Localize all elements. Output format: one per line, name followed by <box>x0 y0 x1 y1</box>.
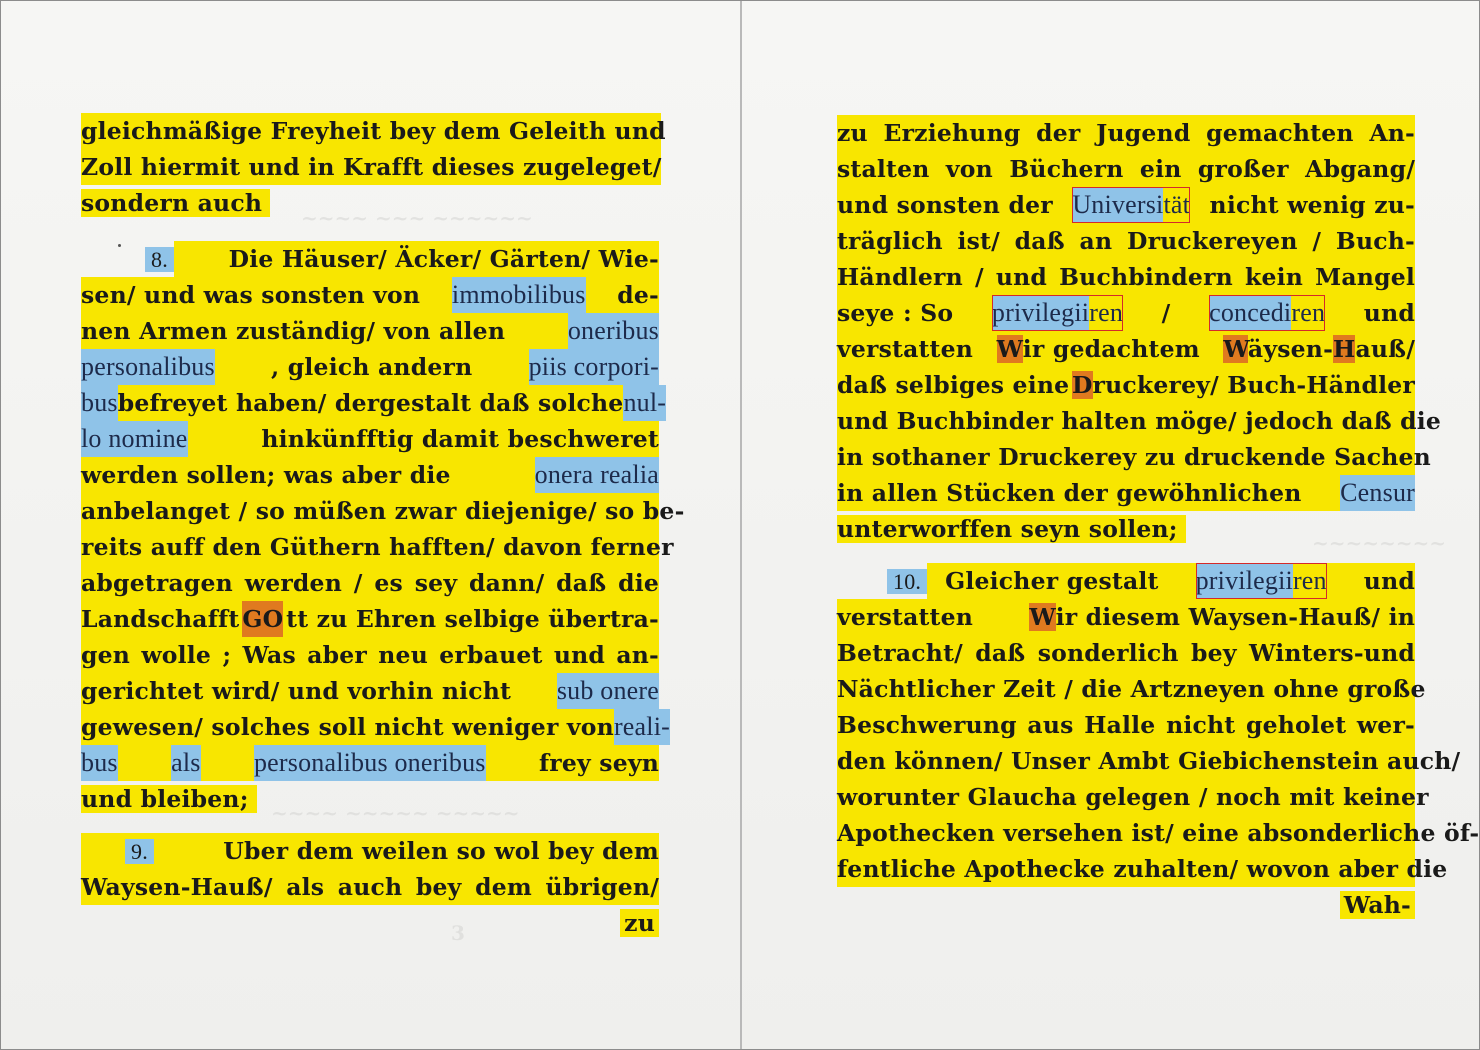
latin-term: bus <box>81 745 118 781</box>
text-line: abgetragen werden / es sey dann/ daß die <box>81 569 659 597</box>
german-text: verstatten <box>837 335 974 363</box>
initial-highlight: W <box>1223 335 1248 363</box>
latin-term: bus <box>81 385 118 421</box>
text-line: in sothaner Druckerey zu druckende Sachen <box>837 443 1431 471</box>
paragraph-9 <box>81 833 659 941</box>
german-text: nicht wenig zu- <box>1209 191 1415 219</box>
german-text: ir diesem Waysen-Hauß/ in <box>1055 603 1415 631</box>
paragraph-continuation <box>837 115 1442 547</box>
text-line: sondern auch <box>81 189 270 217</box>
right-page <box>742 1 1479 1049</box>
paragraph-number: 10. <box>887 569 927 594</box>
initial-highlight: W <box>996 335 1023 363</box>
text-line: und Buchbinder halten möge/ jedoch daß die <box>837 407 1442 435</box>
paragraph-number: 9. <box>125 839 154 864</box>
text-line: Nächtlicher Zeit / die Artzneyen ohne große <box>837 675 1426 703</box>
german-suffix: ren <box>1291 295 1325 331</box>
german-text: , gleich andern <box>271 353 473 381</box>
german-text: gerichtet wird/ und vorhin nicht <box>81 677 512 705</box>
latin-stem: Universi <box>1072 187 1163 223</box>
latin-term: piis corpori- <box>529 349 659 385</box>
latin-term: sub onere <box>557 673 659 709</box>
german-text: frey seyn <box>539 749 659 777</box>
latin-term: personalibus oneribus <box>254 745 486 781</box>
latin-stem: concedi <box>1209 295 1291 331</box>
initial-highlight: D <box>1071 371 1093 399</box>
latin-term: nul- <box>623 385 666 421</box>
text-line: träglich ist/ daß an Druckereyen / Buch- <box>837 227 1415 255</box>
latin-term: immobilibus <box>452 277 586 313</box>
catchword: zu <box>620 909 659 937</box>
german-text: / <box>1161 299 1171 327</box>
paragraph-continuation <box>81 113 666 221</box>
text-line: zu Erziehung der Jugend gemachten An- <box>837 119 1415 147</box>
german-text: und <box>1363 567 1415 595</box>
text-line: Zoll hiermit und in Krafft dieses zugeleget/ <box>81 149 661 185</box>
text-line: Die Häuser/ Äcker/ Gärten/ Wie- <box>174 241 659 277</box>
german-text: in allen Stücken der gewöhnlichen <box>837 479 1302 507</box>
german-suffix: ren <box>1089 295 1123 331</box>
bleed-through-text: ~~~~~~~~ <box>1312 531 1447 555</box>
page-number-ghost: 3 <box>451 921 465 945</box>
german-text: daß selbiges eine <box>837 371 1070 399</box>
text-line: und bleiben; <box>81 785 257 813</box>
german-text: befreyet haben/ dergestalt daß solche <box>117 389 624 417</box>
german-text: auß/ <box>1355 335 1415 363</box>
text-line: Apothecken versehen ist/ eine absonderliche öf- <box>837 819 1480 847</box>
text-line: fentliche Apothecke zuhalten/ wovon aber die <box>837 855 1448 883</box>
bleed-through-text: ~~~~ ~~~~~ ~~~~~ <box>271 801 520 825</box>
latin-term: Censur <box>1340 475 1415 511</box>
initial-highlight: GO <box>242 601 283 637</box>
german-text: werden sollen; was aber die <box>81 461 451 489</box>
text-line: gen wolle ; Was aber neu erbauet und an- <box>81 641 659 669</box>
catchword: Wah- <box>1340 891 1415 919</box>
text-line: den können/ Unser Ambt Giebichenstein auch/ <box>837 747 1461 775</box>
paragraph-10 <box>837 563 1480 923</box>
latin-term: reali- <box>614 709 670 745</box>
german-suffix: tät <box>1163 187 1190 223</box>
latin-term: oneribus <box>568 313 659 349</box>
text-line: stalten von Büchern ein großer Abgang/ <box>837 155 1415 183</box>
paragraph-number: 8. <box>145 247 174 272</box>
latin-term: personalibus <box>81 349 215 385</box>
german-text: tt zu Ehren selbige übertra- <box>286 605 659 633</box>
text-line: Händlern / und Buchbindern kein Mangel <box>837 263 1415 291</box>
paragraph-8 <box>81 241 685 817</box>
text-line: Beschwerung aus Halle nicht geholet wer- <box>837 711 1415 739</box>
text-line: reits auff den Güthern hafften/ davon ferner <box>81 533 674 561</box>
german-text: seye : So <box>837 299 954 327</box>
bleed-through-text: ~~~~ ~~~ ~~~~~~ <box>301 206 533 230</box>
german-suffix: ren <box>1293 563 1327 599</box>
german-text: Landschafft <box>81 605 240 633</box>
german-text: sen/ und was sonsten von <box>81 281 421 309</box>
german-text: gewesen/ solches soll nicht weniger von <box>81 713 614 741</box>
left-page <box>1 1 740 1049</box>
latin-stem: privilegii <box>992 295 1089 331</box>
latin-term: als <box>171 745 200 781</box>
german-text: und sonsten der <box>837 191 1053 219</box>
text-line: Betracht/ daß sonderlich bey Winters-und <box>837 639 1415 667</box>
german-text: nen Armen zuständig/ von allen <box>81 317 506 345</box>
text-line: unterworffen seyn sollen; <box>837 515 1186 543</box>
latin-term: lo nomine <box>81 421 188 457</box>
text-line: Uber dem weilen so wol bey dem <box>223 837 659 865</box>
text-line: worunter Glaucha gelegen / noch mit keiner <box>837 783 1429 811</box>
german-text: Gleicher gestalt <box>945 567 1159 595</box>
initial-highlight: W <box>1029 603 1056 631</box>
latin-stem: privilegii <box>1196 563 1293 599</box>
text-line: anbelanget / so müßen zwar diejenige/ so be- <box>81 497 685 525</box>
german-text: und <box>1363 299 1415 327</box>
german-text: de- <box>617 281 659 309</box>
german-text: ir gedachtem <box>1022 335 1200 363</box>
latin-term: onera realia <box>535 457 659 493</box>
text-line: gleichmäßige Freyheit bey dem Geleith und <box>81 113 661 149</box>
german-text: äysen- <box>1247 335 1334 363</box>
german-text: verstatten <box>837 603 974 631</box>
german-text: ruckerey/ Buch-Händler <box>1092 371 1415 399</box>
text-line: Waysen-Hauß/ als auch bey dem übrigen/ <box>81 873 659 901</box>
german-text: hinkünfftig damit beschweret <box>261 425 659 453</box>
initial-highlight: H <box>1333 335 1356 363</box>
